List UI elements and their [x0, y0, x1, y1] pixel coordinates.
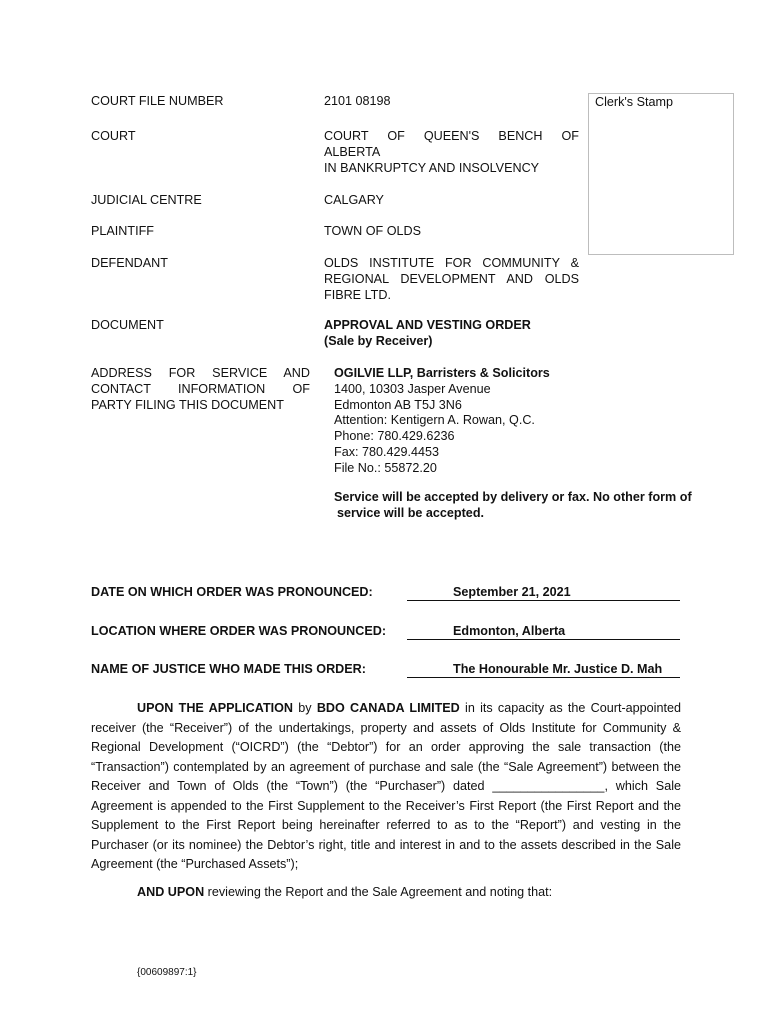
court-line-3: IN BANKRUPTCY AND INSOLVENCY — [324, 160, 540, 175]
and-upon-paragraph — [137, 885, 552, 901]
document-subtitle: (Sale by Receiver) — [324, 333, 433, 348]
attention-line: Attention: Kentigern A. Rowan, Q.C. — [334, 413, 535, 428]
plaintiff: TOWN OF OLDS — [324, 224, 422, 238]
court-line-1: COURT OF QUEEN'S BENCH OF — [324, 129, 579, 143]
firm-name: OGILVIE LLP, Barristers & Solicitors — [334, 366, 550, 380]
upon-paragraph — [91, 699, 681, 875]
document-title-block — [324, 318, 579, 350]
upon-lead: UPON THE APPLICATION — [137, 701, 294, 715]
and-upon-text: reviewing the Report and the Sale Agreement and noting that: — [204, 885, 553, 899]
justice-label: NAME OF JUSTICE WHO MADE THIS ORDER: — [91, 662, 366, 676]
clerks-stamp-label: Clerk's Stamp — [595, 95, 673, 109]
address-label-line-1: ADDRESS FOR SERVICE AND — [91, 366, 310, 380]
document-reference: {00609897:1} — [137, 967, 197, 978]
service-line-2: service will be accepted. — [337, 505, 485, 520]
defendant-line-1: OLDS INSTITUTE FOR COMMUNITY & — [324, 256, 579, 270]
phone-line: Phone: 780.429.6236 — [334, 429, 455, 444]
location-pronounced-label: LOCATION WHERE ORDER WAS PRONOUNCED: — [91, 624, 387, 638]
upon-text-2: , which Sale Agreement is appended to the First Supplement to the Receiver’s First Report (the First Report and the Supplement to the First Report being hereinafter referred to as to the “Report”) and vesting in the Purchaser (or its nominee) the Debtor’s right, title and interest in and to the assets described in the Sale Agreement (the “Purchased Assets”); — [91, 779, 681, 871]
contact-block — [334, 366, 724, 477]
address-label-line-3: PARTY FILING THIS DOCUMENT — [91, 397, 284, 412]
location-pronounced-value: Edmonton, Alberta — [407, 624, 680, 640]
judicial-centre: CALGARY — [324, 193, 384, 207]
address-label-line-2: CONTACT INFORMATION OF — [91, 381, 310, 396]
document-label: DOCUMENT — [91, 318, 164, 332]
date-pronounced-label: DATE ON WHICH ORDER WAS PRONOUNCED: — [91, 585, 373, 599]
applicant-name: BDO CANADA LIMITED — [316, 701, 460, 715]
upon-text: in its capacity as the Court-appointed receiver (the “Receiver”) of the undertakings, property and assets of Olds Institute for Community & Regional Development (“OICRD”) (the “Debtor”) for an order approving the sale transaction (the “Transaction”) contemplated by an agreement of purchase and sale (the “Sale Agreement”) between the Receiver and Town of Olds (the “Town”) (the “Purchaser”) dated — [91, 701, 681, 793]
plaintiff-label: PLAINTIFF — [91, 224, 154, 238]
address-line-1: 1400, 10303 Jasper Avenue — [334, 381, 491, 396]
file-no-line: File No.: 55872.20 — [334, 460, 437, 475]
clerks-stamp-box — [588, 93, 734, 255]
service-notice — [334, 490, 734, 522]
judicial-centre-label: JUDICIAL CENTRE — [91, 193, 202, 207]
and-upon-lead: AND UPON — [137, 885, 205, 899]
date-pronounced-value: September 21, 2021 — [407, 585, 680, 601]
address-label — [91, 366, 310, 413]
upon-by: by — [293, 701, 317, 715]
date-blank: ________________ — [492, 779, 605, 793]
defendant-label: DEFENDANT — [91, 256, 168, 270]
document-title: APPROVAL AND VESTING ORDER — [324, 318, 531, 332]
service-line-1: Service will be accepted by delivery or fax. No other form of — [334, 490, 692, 504]
defendant-line-2: REGIONAL DEVELOPMENT AND OLDS — [324, 271, 579, 286]
court-line-2: ALBERTA — [324, 144, 381, 159]
defendant — [324, 256, 579, 303]
court-label: COURT — [91, 129, 136, 143]
address-line-2: Edmonton AB T5J 3N6 — [334, 397, 462, 412]
court-file-number: 2101 08198 — [324, 94, 391, 108]
fax-line: Fax: 780.429.4453 — [334, 444, 440, 459]
justice-value: The Honourable Mr. Justice D. Mah — [407, 662, 680, 678]
court-name — [324, 129, 579, 176]
court-file-number-label: COURT FILE NUMBER — [91, 94, 224, 108]
defendant-line-3: FIBRE LTD. — [324, 287, 391, 302]
